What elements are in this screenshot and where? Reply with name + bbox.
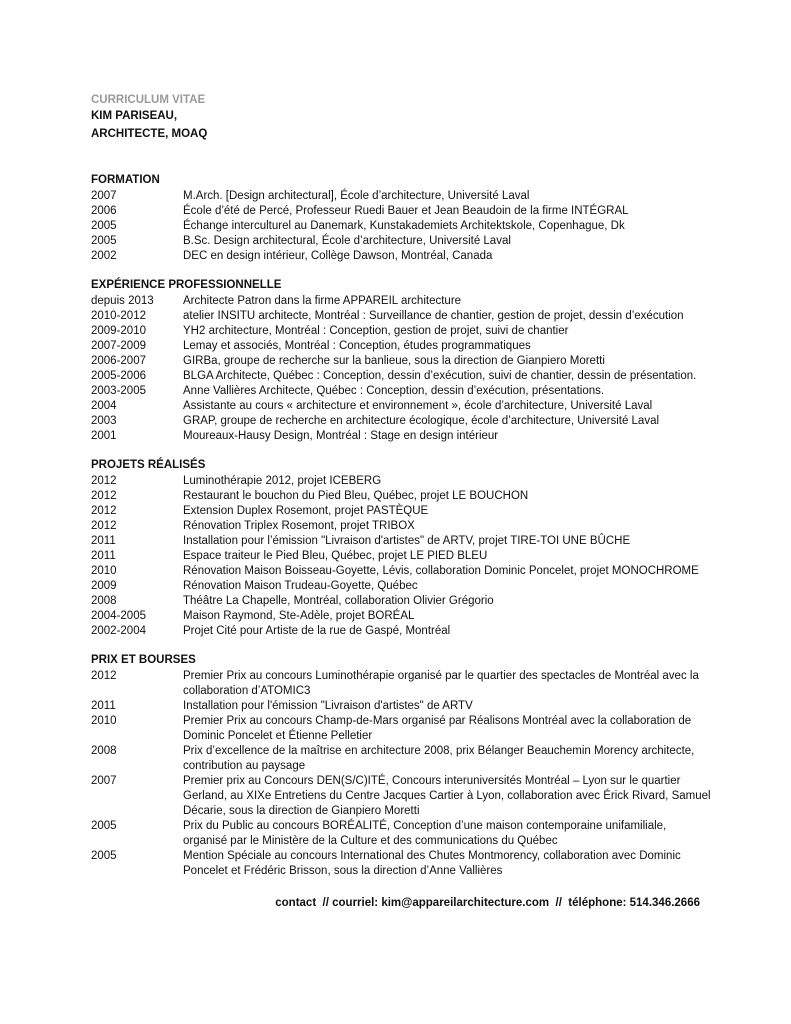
item-description: Anne Vallières Architecte, Québec : Conception, dessin d’exécution, présentations. [183, 385, 605, 397]
list-item [91, 714, 711, 744]
item-year: 2010 [91, 715, 117, 727]
list-item [91, 774, 711, 819]
item-description: Prix d’excellence de la maîtrise en architecture 2008, prix Bélanger Beauchemin Morency architecte, contribution au paysage [183, 745, 695, 772]
section-experience [91, 278, 711, 444]
item-description: Premier Prix au concours Champ-de-Mars organisé par Réalisons Montréal avec la collaboration de Dominic Poncelet et Étienne Pelletier [183, 715, 692, 742]
item-description: Théâtre La Chapelle, Montréal, collaboration Olivier Grégorio [183, 595, 494, 607]
item-description: YH2 architecture, Montréal : Conception, gestion de projet, suivi de chantier [183, 325, 569, 337]
list-item [91, 609, 711, 624]
item-year: 2007-2009 [91, 340, 146, 352]
list-item [91, 204, 711, 219]
item-description: atelier INSITU architecte, Montréal : Surveillance de chantier, gestion de projet, dessin d’exécution [183, 310, 684, 322]
list-item [91, 339, 711, 354]
item-year: 2012 [91, 475, 117, 487]
item-year: 2004 [91, 400, 117, 412]
contact-line[interactable]: contact // courriel: kim@appareilarchitecture.com // téléphone: 514.346.2666 [275, 897, 700, 909]
list-item [91, 429, 711, 444]
item-year: 2002-2004 [91, 625, 146, 637]
section-heading: PRIX ET BOURSES [91, 654, 196, 666]
item-year: 2011 [91, 550, 116, 562]
section-awards [91, 653, 711, 879]
list-item [91, 549, 711, 564]
section-heading: FORMATION [91, 174, 160, 186]
cv-page [91, 92, 711, 879]
list-item [91, 234, 711, 249]
list-item [91, 384, 711, 399]
list-item [91, 594, 711, 609]
list-item [91, 489, 711, 504]
item-year: 2005 [91, 220, 117, 232]
item-description: Mention Spéciale au concours International des Chutes Montmorency, collaboration avec Dominic Poncelet et Frédéric Brisson, sous la direction d’Anne Vallières [183, 850, 681, 877]
item-description: GIRBa, groupe de recherche sur la banlieue, sous la direction de Gianpiero Moretti [183, 355, 605, 367]
item-description: BLGA Architecte, Québec : Conception, dessin d’exécution, suivi de chantier, dessin de présentation. [183, 370, 697, 382]
item-description: B.Sc. Design architectural, École d’architecture, Université Laval [183, 235, 511, 247]
section-heading: PROJETS RÉALISÉS [91, 459, 206, 471]
item-year: depuis 2013 [91, 295, 154, 307]
item-description: Premier prix au Concours DEN(S/C)ITÉ, Concours interuniversités Montréal – Lyon sur le quartier Gerland, au XIXe Entretiens du Centre Jacques Cartier à Lyon, collaboration avec Érick Rivard, Samuel Décarie, sous la direction de Gianpiero Moretti [183, 775, 711, 817]
list-item [91, 669, 711, 699]
item-year: 2006-2007 [91, 355, 146, 367]
item-description: Premier Prix au concours Luminothérapie organisé par le quartier des spectacles de Montréal avec la collaboration d’ATOMIC3 [183, 670, 699, 697]
list-item [91, 819, 711, 849]
item-year: 2003 [91, 415, 117, 427]
item-description: Échange interculturel au Danemark, Kunstakademiets Architektskole, Copenhague, Dk [183, 220, 625, 232]
item-year: 2007 [91, 775, 117, 787]
item-year: 2002 [91, 250, 117, 262]
item-description: Espace traiteur le Pied Bleu, Québec, projet LE PIED BLEU [183, 550, 488, 562]
list-item [91, 744, 711, 774]
item-year: 2005 [91, 820, 117, 832]
list-item [91, 474, 711, 489]
item-description: GRAP, groupe de recherche en architecture écologique, école d’architecture, Université Laval [183, 415, 660, 427]
item-year: 2008 [91, 595, 117, 607]
item-year: 2011 [91, 700, 116, 712]
item-year: 2010-2012 [91, 310, 146, 322]
person-name: KIM PARISEAU, [91, 110, 178, 122]
awards-list [91, 669, 711, 879]
list-item [91, 324, 711, 339]
list-item [91, 519, 711, 534]
item-description: Maison Raymond, Ste-Adèle, projet BORÉAL [183, 610, 415, 622]
item-year: 2005 [91, 235, 117, 247]
list-item [91, 849, 711, 879]
section-projects [91, 458, 711, 639]
item-year: 2005 [91, 850, 117, 862]
item-year: 2004-2005 [91, 610, 146, 622]
item-description: Prix du Public au concours BORÉALITÉ, Conception d’une maison contemporaine unifamiliale, organisé par le Ministère de la Culture et des communications du Québec [183, 820, 667, 847]
item-description: Projet Cité pour Artiste de la rue de Gaspé, Montréal [183, 625, 451, 637]
item-year: 2005-2006 [91, 370, 146, 382]
list-item [91, 354, 711, 369]
list-item [91, 369, 711, 384]
projects-list [91, 474, 711, 639]
item-year: 2006 [91, 205, 117, 217]
item-description: DEC en design intérieur, Collège Dawson, Montréal, Canada [183, 250, 493, 262]
item-year: 2011 [91, 535, 116, 547]
item-description: Restaurant le bouchon du Pied Bleu, Québec, projet LE BOUCHON [183, 490, 529, 502]
item-description: Moureaux-Hausy Design, Montréal : Stage en design intérieur [183, 430, 499, 442]
item-description: Lemay et associés, Montréal : Conception, études programmatiques [183, 340, 531, 352]
item-year: 2001 [91, 430, 117, 442]
item-year: 2010 [91, 565, 117, 577]
list-item [91, 699, 711, 714]
list-item [91, 579, 711, 594]
item-year: 2009-2010 [91, 325, 146, 337]
item-year: 2012 [91, 505, 117, 517]
item-description: M.Arch. [Design architectural], École d’architecture, Université Laval [183, 190, 530, 202]
item-description: Rénovation Maison Trudeau-Goyette, Québec [183, 580, 418, 592]
item-description: Extension Duplex Rosemont, projet PASTÈQUE [183, 505, 429, 517]
item-description: École d’été de Percé, Professeur Ruedi Bauer et Jean Beaudoin de la firme INTÉGRAL [183, 205, 629, 217]
item-description: Installation pour l'émission "Livraison d'artistes" de ARTV [183, 700, 473, 712]
list-item [91, 399, 711, 414]
list-item [91, 294, 711, 309]
formation-list [91, 189, 711, 264]
item-description: Rénovation Triplex Rosemont, projet TRIBOX [183, 520, 415, 532]
list-item [91, 309, 711, 324]
list-item [91, 504, 711, 519]
list-item [91, 414, 711, 429]
item-year: 2008 [91, 745, 117, 757]
list-item [91, 564, 711, 579]
item-description: Architecte Patron dans la firme APPAREIL architecture [183, 295, 462, 307]
contact-footer [0, 896, 700, 910]
list-item [91, 534, 711, 549]
item-year: 2009 [91, 580, 117, 592]
item-description: Assistante au cours « architecture et environnement », école d’architecture, Université Laval [183, 400, 653, 412]
list-item [91, 189, 711, 204]
section-formation [91, 173, 711, 264]
item-description: Installation pour l’émission "Livraison d'artistes" de ARTV, projet TIRE-TOI UNE BÛCHE [183, 535, 631, 547]
section-heading: EXPÉRIENCE PROFESSIONNELLE [91, 279, 282, 291]
person-profession: ARCHITECTE, MOAQ [91, 128, 208, 140]
item-year: 2012 [91, 490, 117, 502]
item-year: 2012 [91, 670, 117, 682]
document-title: CURRICULUM VITAE [91, 94, 206, 106]
item-year: 2012 [91, 520, 117, 532]
list-item [91, 249, 711, 264]
item-description: Rénovation Maison Boisseau-Goyette, Lévis, collaboration Dominic Poncelet, projet MONOCHROME [183, 565, 699, 577]
item-year: 2003-2005 [91, 385, 146, 397]
list-item [91, 624, 711, 639]
list-item [91, 219, 711, 234]
experience-list [91, 294, 711, 444]
item-year: 2007 [91, 190, 117, 202]
item-description: Luminothérapie 2012, projet ICEBERG [183, 475, 382, 487]
